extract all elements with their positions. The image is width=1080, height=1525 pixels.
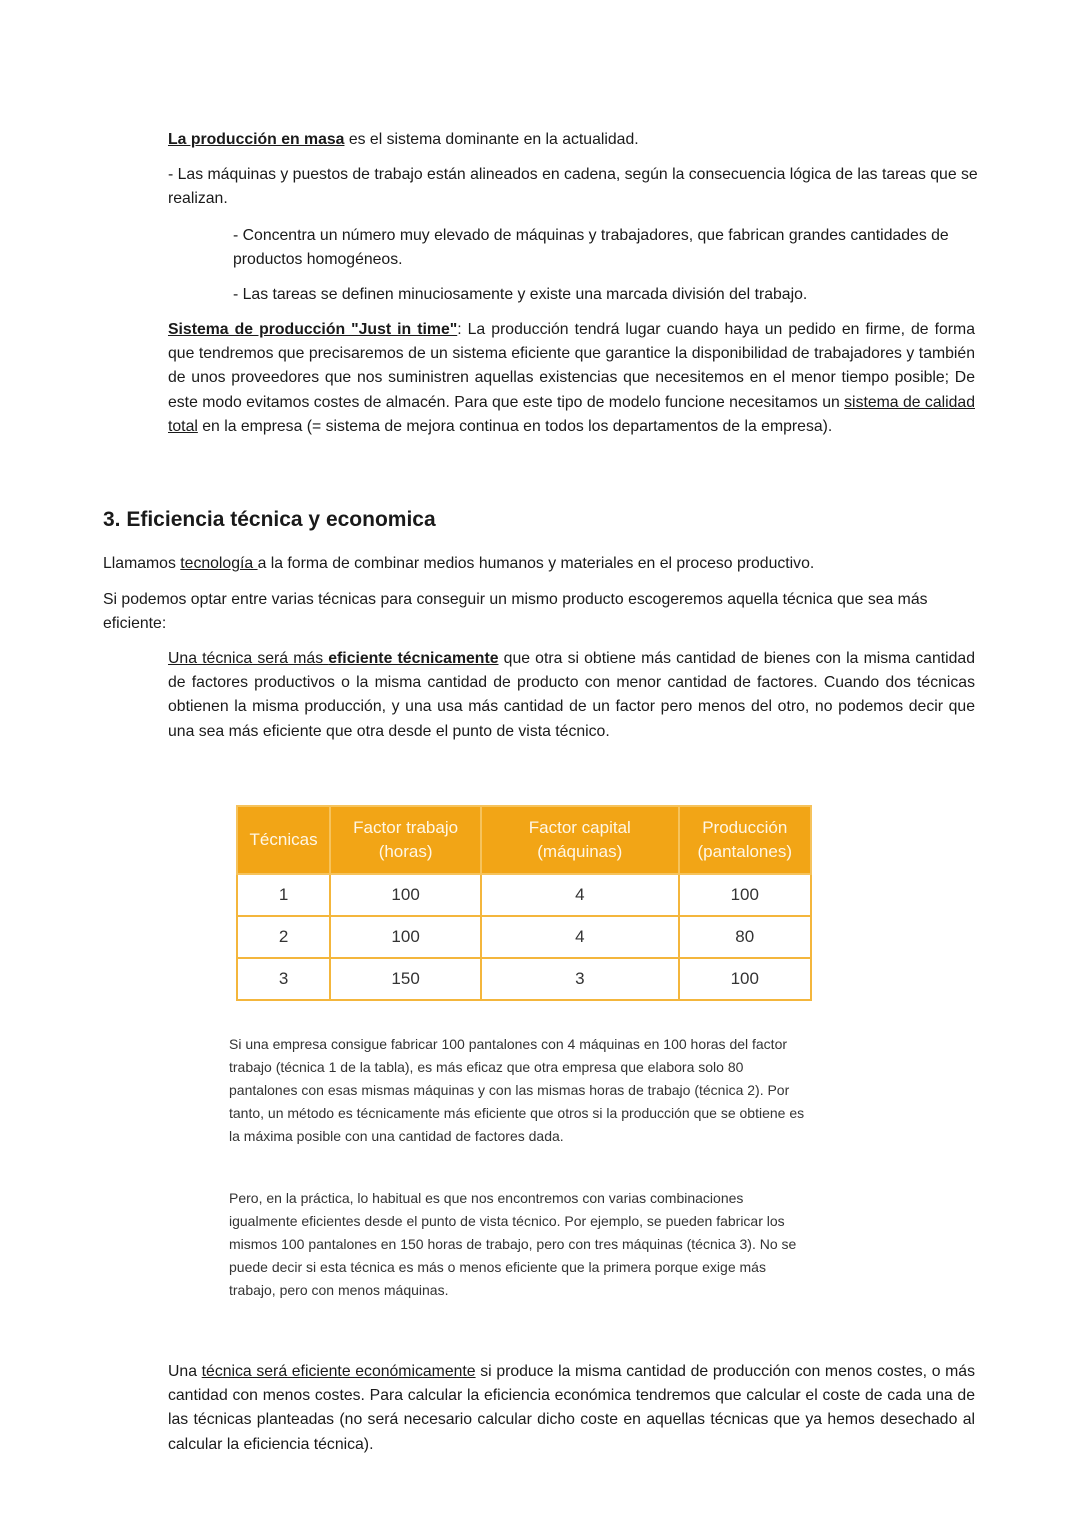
jit-title: Sistema de producción "Just in time" [168,321,458,338]
table-row [237,874,811,916]
table-cell: 100 [679,958,812,1000]
mass-production-text: es el sistema dominante en la actualidad. [344,131,639,148]
text: Una [168,1363,202,1380]
example-text-2: Pero, en la práctica, lo habitual es que nos encontremos con varias combinaciones igualmente eficientes desde el punto de vista técnico. Por ejemplo, se pueden fabricar los mismos 100 pantalones en 150 horas de trabajo, pero con tres máquinas (técnica 3). No se puede decir si esta técnica es más o menos eficiente que la primera porque exige más trabajo, pero con menos máquinas. [229,1190,797,1298]
mass-production-link: La producción en masa [168,131,345,148]
table-header: Factor capital (máquinas) [481,806,678,874]
table-cell: 4 [481,916,678,958]
jit-text: : La producción tendrá lugar cuando haya un pedido en firme, de forma que tendremos que precisaremos de un sistema eficiente que garantice la disponibilidad de trabajadores y también de unos proveedores que nos suministren aquellas existencias que necesitemos en el menor tiempo posible; De este modo evitamos costes de almacén. Para que este tipo de modelo funcione necesitamos un [168,321,975,411]
text: Una técnica será más [168,650,329,667]
table-cell: 3 [481,958,678,1000]
technical-efficiency-term: eficiente técnicamente [328,650,499,667]
technical-efficiency-paragraph [168,647,975,744]
text: Llamamos [103,555,181,572]
table-cell: 1 [237,874,330,916]
total-quality-link: sistema de calidad total [168,393,975,435]
mass-production-title [168,128,978,152]
mass-sub-item-2: - Las tareas se definen minuciosamente y existe una marcada división del trabajo. [233,286,808,303]
table-cell: 3 [237,958,330,1000]
table-cell: 2 [237,916,330,958]
technology-paragraph [103,552,978,576]
table-cell: 100 [679,874,812,916]
jit-text-end: en la empresa (= sistema de mejora continua en todos los departamentos de la empresa). [197,417,833,435]
choice-paragraph: Si podemos optar entre varias técnicas para conseguir un mismo producto escogeremos aquella técnica que sea más eficiente: [103,591,928,633]
text: si produce la misma cantidad de producción con menos costes, o más cantidad con menos costes. Para calcular la eficiencia económica tendremos que calcular el coste de cada una de las técnicas planteadas (no será necesario calcular dicho coste en aquellas técnicas que ya hemos desechado al calcular la eficiencia técnica). [168,1363,975,1453]
economic-efficiency-paragraph [168,1360,975,1457]
text: a la forma de combinar medios humanos y materiales en el proceso productivo. [257,555,815,572]
table-cell: 80 [679,916,812,958]
table-cell: 4 [481,874,678,916]
text: que otra si obtiene más cantidad de bienes con la misma cantidad de factores productivos o la misma cantidad de producto con menor cantidad de factores. Cuando dos técnicas obtienen la misma producción, y una usa más cantidad de un factor pero menos del otro, no podemos decir que una sea más eficiente que otra desde el punto de vista técnico. [168,650,975,740]
table-header: Producción (pantalones) [679,806,812,874]
table-cell: 150 [330,958,481,1000]
table-row [237,916,811,958]
table-row [237,958,811,1000]
economic-efficiency-term: técnica será eficiente económicamente [201,1363,476,1380]
table-header: Factor trabajo (horas) [330,806,481,874]
table-cell: 100 [330,874,481,916]
jit-paragraph [168,318,975,439]
technology-term: tecnología [180,555,258,572]
table-header: Técnicas [237,806,330,874]
example-text-1: Si una empresa consigue fabricar 100 pantalones con 4 máquinas en 100 horas del factor trabajo (técnica 1 de la tabla), es más eficaz que otra empresa que elabora solo 80 pantalones con esas mismas máquinas y con las mismas horas de trabajo (técnica 2). Por tanto, un método es técnicamente más eficiente que otros si la producción que se obtiene es la máxima posible con una cantidad de factores dada. [229,1036,805,1144]
mass-item-1: - Las máquinas y puestos de trabajo están alineados en cadena, según la consecuencia lógica de las tareas que se realizan. [168,166,978,208]
table-cell: 100 [330,916,481,958]
techniques-table [236,805,812,1001]
table-header-row [237,806,811,874]
mass-sub-item-1: - Concentra un número muy elevado de máquinas y trabajadores, que fabrican grandes cantidades de productos homogéneos. [233,227,949,269]
section-heading: 3. Eficiencia técnica y economica [103,508,436,531]
